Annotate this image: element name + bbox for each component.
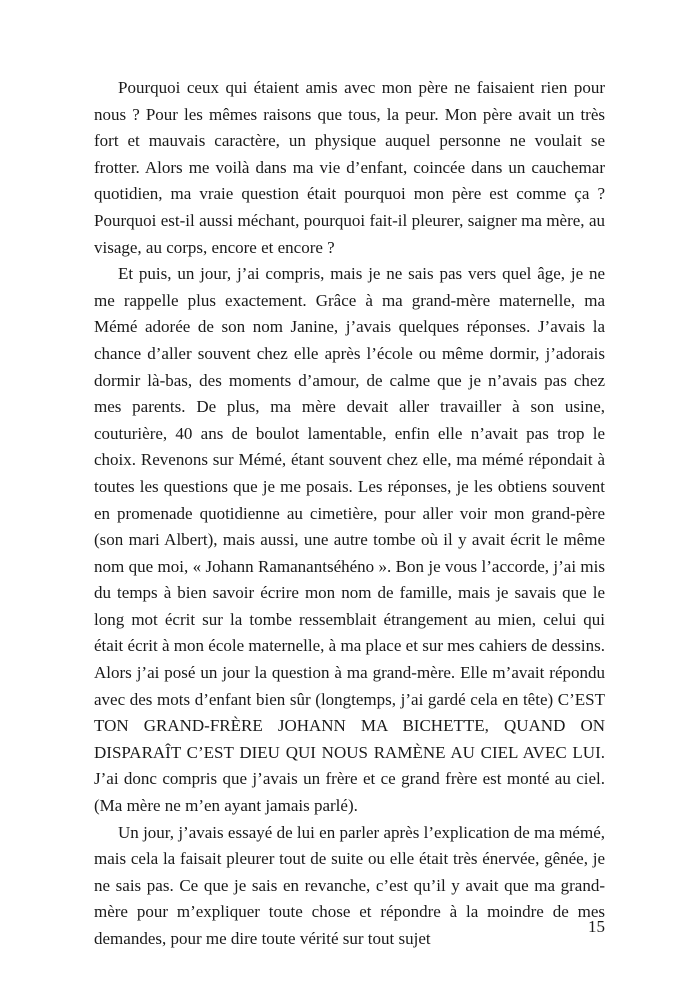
paragraph-2: Et puis, un jour, j’ai compris, mais je ne sais pas vers quel âge, je ne me rappelle plus exactement. Grâce à ma grand-mère maternelle, ma Mémé adorée de son nom Janine, j’avais quelques réponses. J’avais la chance d’aller souvent chez elle après l’école ou même dormir, j’adorais dormir là-bas, des moments d’amour, de calme que je n’avais pas chez mes parents. De plus, ma mère devait aller travailler à son usine, couturière, 40 ans de boulot lamentable, enfin elle n’avait pas trop le choix. Revenons sur Mémé, étant souvent chez elle, ma mémé répondait à toutes les questions que je me posais. Les réponses, je les obtiens souvent en promenade quotidienne au cimetière, pour aller voir mon grand-père (son mari Albert), mais aussi, une autre tombe où il y avait écrit le même nom que moi, « Johann Ramanantséhéno ». Bon je vous l’accorde, j’ai mis du temps à bien savoir écrire mon nom de famille, mais je savais que le long mot écrit sur la tombe ressemblait étrangement au mien, celui qui était écrit à mon école maternelle, à ma place et sur mes cahiers de dessins. Alors j’ai posé un jour la question à ma grand-mère. Elle m’avait répondu avec des mots d’enfant bien sûr (longtemps, j’ai gardé cela en tête) C’EST TON GRAND-FRÈRE JOHANN MA BICHETTE, QUAND ON DISPARAÎT C’EST DIEU QUI NOUS RAMÈNE AU CIEL AVEC LUI. J’ai donc compris que j’avais un frère et ce grand frère est monté au ciel. (Ma mère ne m’en ayant jamais parlé). (94, 264, 605, 816)
page-number: 15 (588, 917, 605, 936)
paragraph-1: Pourquoi ceux qui étaient amis avec mon père ne faisaient rien pour nous ? Pour les mêmes raisons que tous, la peur. Mon père avait un très fort et mauvais caractère, un physique auquel personne ne voulait se frotter. Alors me voilà dans ma vie d’enfant, coincée dans un cauchemar quotidien, ma vraie question était pourquoi mon père est comme ça ? Pourquoi est-il aussi méchant, pourquoi fait-il pleurer, saigner ma mère, au visage, au corps, encore et encore ? (94, 78, 605, 257)
paragraph-3: Un jour, j’avais essayé de lui en parler après l’explication de ma mémé, mais cela la faisait pleurer tout de suite ou elle était très énervée, gênée, je ne sais pas. Ce que je sais en revanche, c’est qu’il y avait que ma grand-mère pour m’expliquer toute chose et répondre à la moindre de mes demandes, pour me dire toute vérité sur tout sujet (94, 822, 605, 948)
body-text (94, 75, 605, 953)
